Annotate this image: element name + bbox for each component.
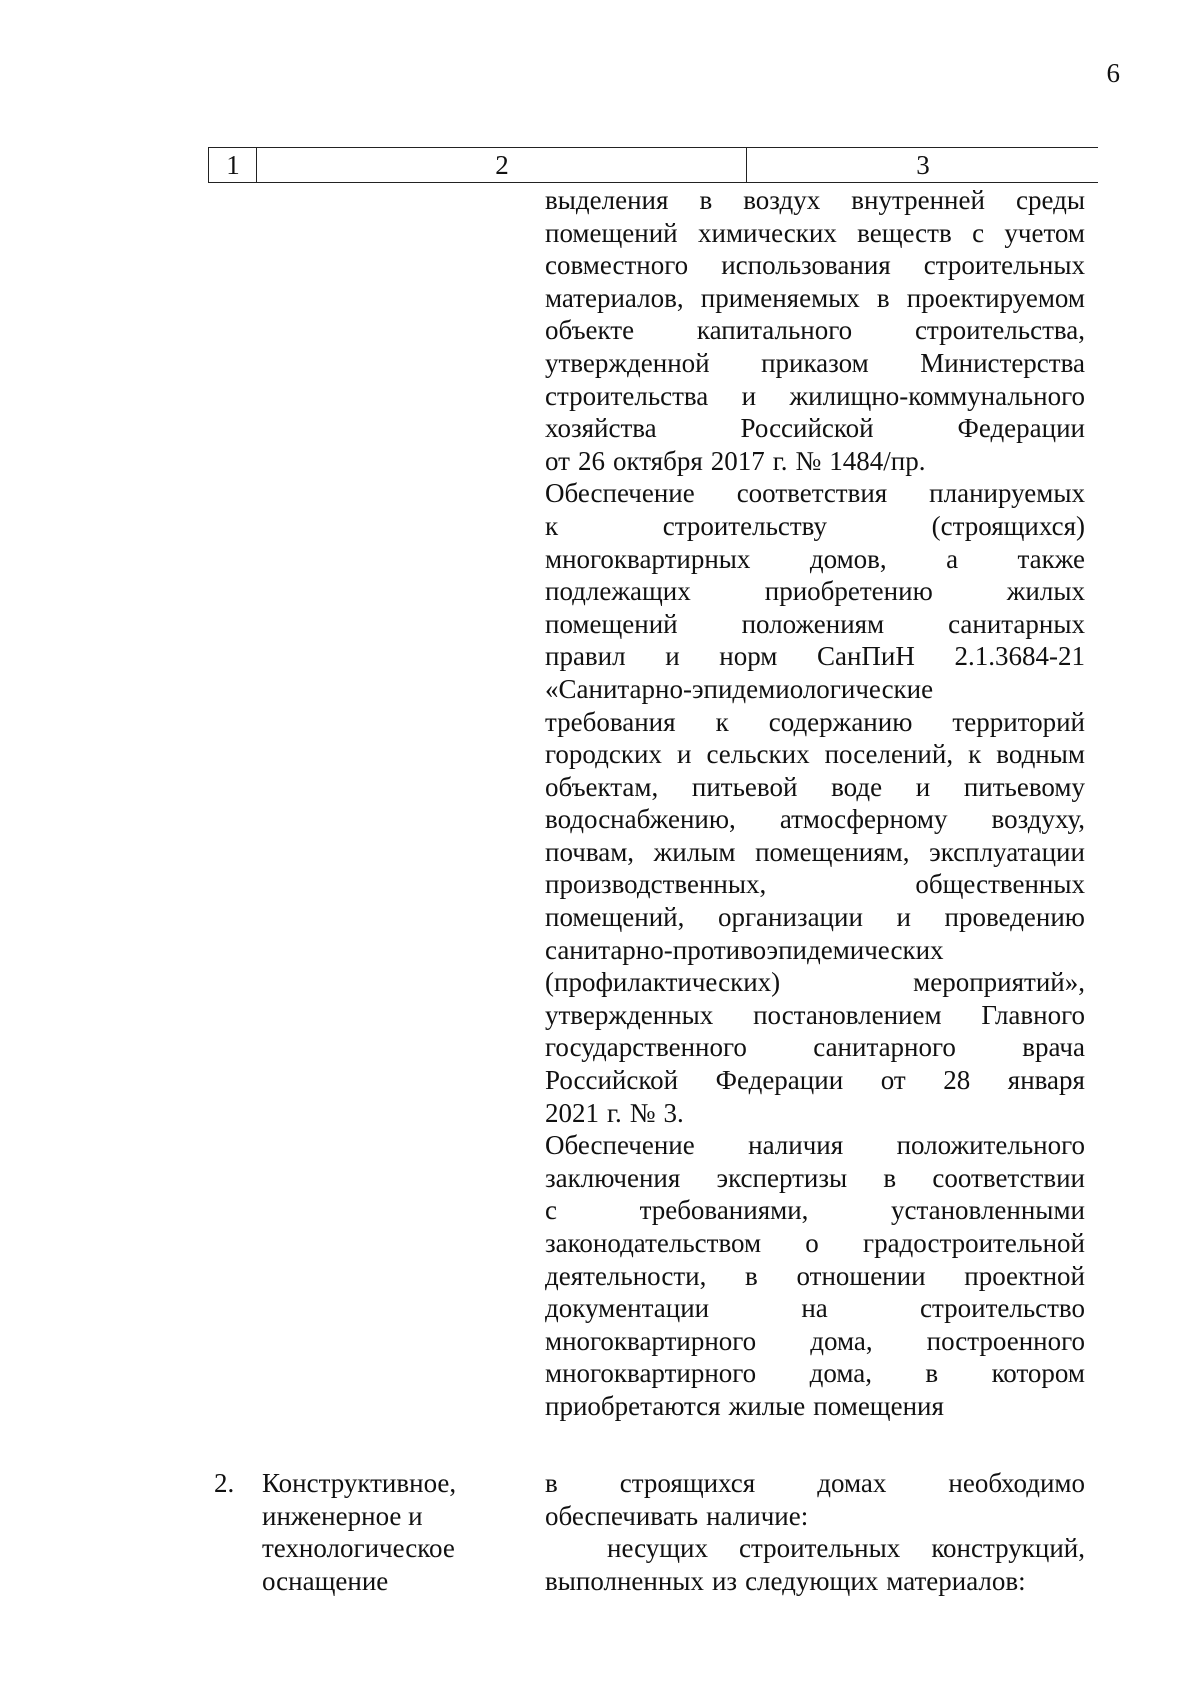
word: помещениям, [755, 836, 910, 867]
word: документации [545, 1293, 710, 1324]
word: помещений [545, 608, 678, 639]
word: дома, [810, 1325, 873, 1356]
word: и [915, 771, 931, 802]
text-line [545, 1031, 1085, 1064]
header-col-1: 1 [208, 148, 257, 182]
word: наличие: [706, 1500, 809, 1531]
word: санитарного [813, 1032, 956, 1063]
text-line [545, 771, 1085, 804]
word: водоснабжению, [545, 804, 736, 835]
word: 2017 [710, 445, 765, 476]
word: и [665, 641, 680, 672]
word: домах [817, 1468, 887, 1498]
word: в [745, 1260, 758, 1291]
word: норм [719, 641, 778, 672]
text-line [545, 1357, 1085, 1390]
word: 2021 [545, 1097, 599, 1128]
text-line [545, 608, 1085, 641]
word: почвам, [545, 836, 635, 867]
word: установленными [891, 1195, 1085, 1226]
word: требования [545, 706, 676, 737]
word: применяемых [700, 282, 860, 313]
word: деятельности, [545, 1260, 707, 1291]
word: жилых [1006, 576, 1085, 607]
text-line [545, 1467, 1085, 1500]
word: 3. [663, 1097, 684, 1128]
word: домов, [809, 543, 887, 574]
text-line [545, 999, 1085, 1032]
word: г. [772, 445, 788, 476]
text-line [545, 706, 1085, 739]
text-line [545, 1565, 1085, 1598]
word: химических [698, 217, 837, 248]
continuation-text [545, 184, 1085, 1423]
word: и [741, 380, 757, 411]
row-2-title-line: технологическое [262, 1533, 455, 1564]
text-line [545, 510, 1085, 543]
word: проведению [944, 902, 1085, 933]
text-line [545, 543, 1085, 576]
word: объекте [545, 315, 635, 346]
word: выделения [545, 185, 669, 215]
word: несущих [607, 1533, 708, 1564]
word: также [1017, 543, 1085, 574]
word: экспертизы [716, 1162, 848, 1193]
word: внутренней [851, 185, 985, 215]
word: санитарных [948, 608, 1085, 639]
word: заключения [545, 1162, 681, 1193]
word: территорий [952, 706, 1085, 737]
word: января [1007, 1065, 1085, 1096]
word: октября [612, 445, 703, 476]
word: правил [545, 641, 626, 672]
word: врача [1022, 1032, 1085, 1063]
word: приобретаются [545, 1390, 721, 1421]
text-line [545, 868, 1085, 901]
word: постановлением [753, 999, 942, 1030]
word: строительных [923, 250, 1085, 281]
word: воздух [743, 185, 821, 215]
word: воздуху, [991, 804, 1085, 835]
word: необходимо [948, 1468, 1085, 1498]
word: на [801, 1293, 828, 1324]
word: жилищно-коммунального [789, 380, 1085, 411]
paragraph-expert-review [545, 1129, 1085, 1422]
text-line [545, 934, 1085, 967]
table-header-row [208, 147, 1098, 183]
text-line [545, 738, 1085, 771]
text-line [545, 380, 1085, 413]
word: отношении [796, 1260, 926, 1291]
row-2-text [545, 1467, 1085, 1597]
word: «Санитарно-эпидемиологические [545, 673, 934, 704]
word: с [972, 217, 985, 248]
word: Российской [545, 1065, 679, 1096]
word: атмосферному [779, 804, 948, 835]
text-line [545, 1194, 1085, 1227]
word: капитального [696, 315, 853, 346]
word: проектируемом [906, 282, 1085, 313]
word: среды [1015, 185, 1085, 215]
text-line [545, 445, 1085, 478]
text-line [545, 314, 1085, 347]
word: с [545, 1195, 557, 1226]
word: соответствии [932, 1162, 1085, 1193]
text-line [545, 1532, 1085, 1565]
word: организации [717, 902, 863, 933]
word: помещений [545, 217, 678, 248]
word: Обеспечение [545, 478, 695, 509]
header-col-2: 2 [256, 148, 747, 182]
word: Российской [740, 413, 874, 444]
word: выполненных [545, 1565, 704, 1596]
word: строительству [662, 510, 827, 541]
text-line [545, 1325, 1085, 1358]
paragraph-sanitary-compliance [545, 477, 1085, 1129]
row-2-number: 2. [214, 1468, 235, 1498]
word: в [883, 1162, 897, 1193]
word: производственных, [545, 869, 767, 900]
word: многоквартирных [545, 543, 751, 574]
word: питьевому [963, 771, 1085, 802]
word: помещения [813, 1390, 944, 1421]
word: в [545, 1468, 558, 1498]
word: в [876, 282, 890, 313]
word: общественных [915, 869, 1085, 900]
word: следующих [745, 1565, 879, 1596]
word: г. [607, 1097, 622, 1128]
word: о [805, 1228, 819, 1258]
word: № [795, 445, 822, 476]
word: воде [831, 771, 883, 802]
word: сельских [706, 739, 810, 770]
word: градостроительной [863, 1228, 1085, 1258]
requirements-table [208, 147, 1098, 183]
word: (строящихся) [931, 510, 1085, 541]
text-line [545, 575, 1085, 608]
word: Министерства [920, 347, 1085, 378]
word: котором [991, 1358, 1085, 1389]
word: приказом [761, 347, 869, 378]
word: конструкций, [931, 1533, 1085, 1564]
word: санитарно-противоэпидемических [545, 934, 944, 965]
header-col-3: 3 [746, 148, 1099, 182]
word: положительного [896, 1130, 1085, 1161]
text-line [545, 673, 1085, 706]
text-line [545, 1227, 1085, 1260]
text-line [545, 1097, 1085, 1130]
text-line [545, 347, 1085, 380]
word: Обеспечение [545, 1130, 695, 1161]
text-line [545, 249, 1085, 282]
word: построенного [926, 1325, 1085, 1356]
word: в [699, 185, 713, 215]
word: к [715, 706, 729, 737]
word: учетом [1004, 217, 1085, 248]
word: совместного [545, 250, 689, 281]
row-2-title-line: инженерное и [262, 1500, 423, 1531]
text-line [545, 836, 1085, 869]
word: мероприятий», [913, 967, 1085, 998]
word: требованиями, [639, 1195, 809, 1226]
word: веществ [857, 217, 952, 248]
word: к [545, 510, 559, 541]
word: СанПиН [816, 641, 915, 672]
word: планируемых [929, 478, 1085, 509]
word: строительство [920, 1293, 1085, 1324]
text-line [545, 1500, 1085, 1533]
word: наличия [748, 1130, 844, 1161]
word: многоквартирного [545, 1358, 757, 1389]
paragraph-chemical-emissions [545, 184, 1085, 477]
text-line [545, 1260, 1085, 1293]
word: поселений, [824, 739, 954, 770]
word: утвержденной [545, 347, 710, 378]
text-line [545, 184, 1085, 217]
word: государственного [545, 1032, 747, 1063]
text-line [545, 477, 1085, 510]
word: помещений, [545, 902, 685, 933]
word: законодательством [545, 1228, 762, 1258]
word: жилые [728, 1390, 806, 1421]
text-line [545, 217, 1085, 250]
word: и [676, 739, 692, 770]
text-line [545, 1292, 1085, 1325]
word: от [880, 1065, 906, 1096]
word: содержанию [768, 706, 913, 737]
word: хозяйства [545, 413, 657, 444]
word: материалов: [886, 1565, 1026, 1596]
text-line [545, 966, 1085, 999]
word: утвержденных [545, 999, 714, 1030]
text-line [545, 1064, 1085, 1097]
row-2-title [262, 1467, 502, 1597]
word: объектам, [545, 771, 659, 802]
word: многоквартирного [545, 1325, 757, 1356]
text-line [545, 1129, 1085, 1162]
word: обеспечивать [545, 1500, 699, 1531]
word: водным [996, 739, 1085, 770]
word: соответствия [736, 478, 888, 509]
word: приобретению [764, 576, 933, 607]
word: (профилактических) [545, 967, 781, 998]
word: и [896, 902, 911, 933]
word: 1484/пр. [829, 445, 926, 476]
text-line [545, 640, 1085, 673]
word: положениям [741, 608, 885, 639]
word: питьевой [691, 771, 798, 802]
word: подлежащих [545, 576, 691, 607]
word: к [968, 739, 982, 770]
word: 26 [577, 445, 605, 476]
row-2-title-line: оснащение [262, 1565, 389, 1596]
word: жилым [653, 836, 736, 867]
word: в [925, 1358, 939, 1389]
word: а [946, 543, 959, 574]
text-line [545, 282, 1085, 315]
row-2-title-line: Конструктивное, [262, 1468, 457, 1498]
text-line [545, 803, 1085, 836]
word: строительства, [914, 315, 1085, 346]
word: 2.1.3684-21 [954, 641, 1085, 672]
text-line [545, 901, 1085, 934]
word: Федерации [957, 413, 1085, 444]
word: строительных [739, 1533, 901, 1564]
text-line [545, 1390, 1085, 1423]
word: Главного [981, 999, 1085, 1030]
word: дома, [809, 1358, 872, 1389]
word: Федерации [715, 1065, 844, 1096]
word: проектной [964, 1260, 1085, 1291]
word: эксплуатации [929, 836, 1085, 867]
word: 28 [943, 1065, 971, 1096]
word: материалов, [545, 282, 684, 313]
word: использования [721, 250, 891, 281]
word: строящихся [619, 1468, 756, 1498]
text-line [545, 1162, 1085, 1195]
page-number: 6 [1106, 58, 1120, 88]
word: № [629, 1097, 656, 1128]
word: городских [545, 739, 662, 770]
word: от [545, 445, 570, 476]
word: строительства [545, 380, 709, 411]
text-line [545, 412, 1085, 445]
word: из [711, 1565, 738, 1596]
